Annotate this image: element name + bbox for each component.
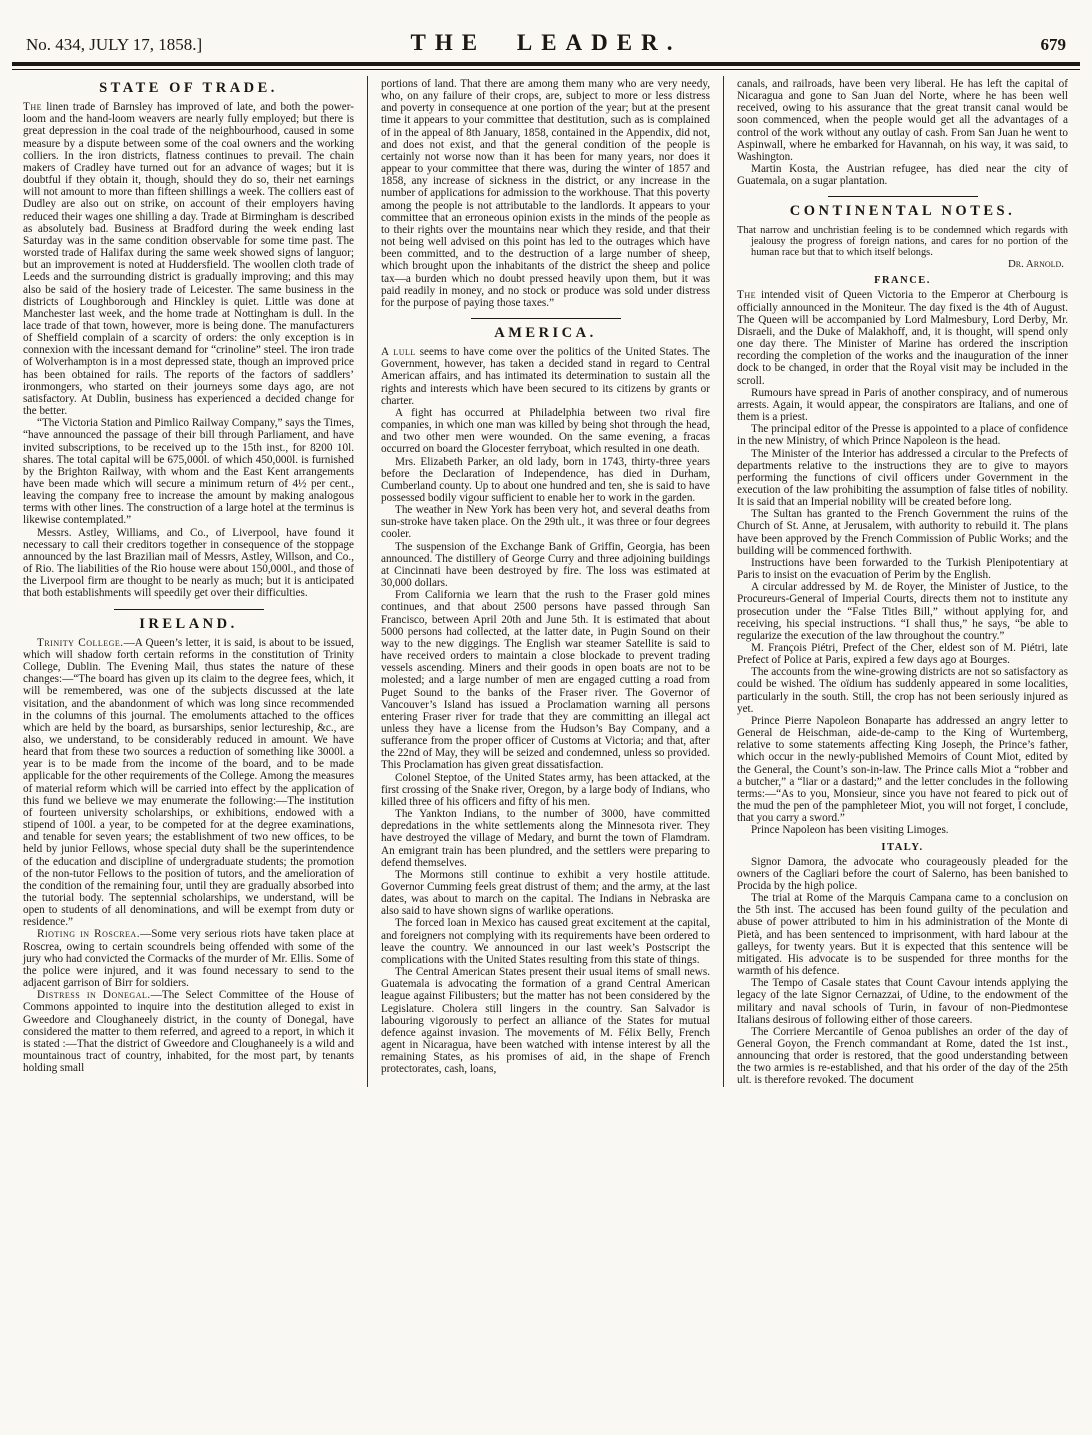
paragraph-text: portions of land. That there are among them many who are very needy, who, on any failure of their crops, are, subject to more or less distress and poverty in consequence at one portion of the year; but at the present time it appears to your committee that destitution, such as is complained of in the appeal of 8th January, 1858, contained in the Appendix, did not, and does not exist, and that the general condition of the people is certainly not worse now than it has been for many years, nor does it appear to your committee that there was, during the winter of 1857 and 1858, any increase of sickness in the district, or any increase in the number of applications for admission to the workhouse. That this poverty among the people is not attributable to the landlords. It appears to your committee that an erroneous opinion exists in the minds of the people as to their rights over the mountains near which they reside, and that their not being well advised on this point has led to the outrages which have been committed, and to the destruction of a large number of sheep, which brought upon the inhabitants of the district the sheep and police tax—a burden which no doubt pressed heavily upon them, but it was paid readily in money, and no stock or produce was sold under distress for the purpose of paying those taxes.” — [381, 78, 710, 309]
paragraph — [737, 423, 1068, 447]
paragraph — [737, 892, 1068, 977]
paragraph-text: Messrs. Astley, Williams, and Co., of Liverpool, have found it necessary to call their creditors together in consequence of the stoppage announced by the last Brazilian mail of Messrs, Astley, Willson, and Co., of Rio. The liabilities of the Rio house were about 150,000l., and those of the Liverpool firm are thought to be nearly as much; but it is anticipated that both establishments will speedily get over their difficulties. — [23, 526, 354, 600]
issue-number: No. 434, JULY 17, 1858.] — [26, 35, 203, 54]
section-separator — [828, 196, 978, 197]
paragraph-text: The principal editor of the Presse is appointed to a place of confidence in the new Ministry, of which Prince Napoleon is the head. — [737, 423, 1068, 448]
column-1 — [10, 76, 367, 1087]
paragraph-text: “The Victoria Station and Pimlico Railway Company,” says the Times, “have announced the passage of their bill through Parliament, and have invited subscriptions, to be received up to the 15th inst., for 8200 10l. shares. The total capital will be 675,000l. of which 450,000l. is furnished by the Brighton Railway, with whom and the East Kent arrangements have been made which will secure a minimum return of 4½ per cent., leaving the company free to increase the amount by making analogous terms with other lines. The construction of a large hotel at the terminus is likewise contemplated.” — [23, 417, 354, 527]
paragraph — [381, 504, 710, 540]
page-number: 679 — [1040, 35, 1066, 54]
paragraph-text: seems to have come over the politics of the United States. The Government, however, has taken a decided stand in regard to Central American affairs, and has intimated its determination to sustain all the rights and interests which have been secured to its citizens by grants or charter. — [381, 346, 710, 407]
paragraph — [381, 407, 710, 456]
paragraph — [737, 824, 1068, 836]
paragraph — [737, 163, 1068, 187]
paragraph-text: The Corriere Mercantile of Genoa publishes an order of the day of General Goyon, the French commandant at Rome, dated the 1st inst., announcing that order is restored, that the good understanding between the two armies is re-established, and that his order of the day of the 25th ult. is therefore revoked. The document — [737, 1025, 1068, 1087]
article-heading-ireland: IRELAND. — [139, 615, 238, 632]
paragraph — [381, 772, 710, 808]
paragraph — [381, 917, 710, 966]
paragraph-text: The accounts from the wine-growing districts are not so satisfactory as could be wished. The oïdium has suddenly appeared in some localities, particularly in the south. Still, the crop has not been seriously injured as yet. — [737, 666, 1068, 715]
paragraph — [23, 417, 354, 526]
paragraph-text: The weather in New York has been very hot, and several deaths from sun-stroke have taken place. On the 29th ult., it was three or four degrees cooler. — [381, 504, 710, 541]
paragraph-text: The Mormons still continue to exhibit a very hostile attitude. Governor Cumming feels great distrust of them; and the army, at the last dates, was about to march on the capital. The Indians in Nebraska are also said to have shown signs of warlike operations. — [381, 868, 710, 918]
paragraph-text: Instructions have been forwarded to the Turkish Plenipotentiary at Paris to insist on the evacuation of Perim by the English. — [737, 556, 1068, 582]
paragraph — [381, 966, 710, 1075]
paragraph-lead: The — [737, 289, 756, 302]
paragraph-text: —Some very serious riots have taken place at Roscrea, owing to certain scoundrels being offended with some of the jury who had convicted the Cormacks of the murder of Mr. Ellis. Some of the police were injured, and it was found necessary to send to the adjacent garrison of Birr for soldiers. — [23, 928, 354, 990]
columns — [0, 70, 1092, 1087]
paragraph-lead: Distress in Donegal. — [37, 989, 151, 1002]
paragraph-text: From California we learn that the rush to the Fraser gold mines continues, and that about 2500 persons have passed through San Francisco, between April 20th and June 5th. It is estimated that about 5000 persons had collected, at the latter date, in Pugin Sound on their way to the new diggings. The English war steamer Satellite is said to have received orders to maintain a close blockade to prevent trading vessels ascending. Miners and their goods in open boats are not to be molested; and a large number of men are engaged cutting a road from Puget Sound to the banks of the Fraser river. The Governor of Vancouver’s Island has issued a Proclamation warning all persons entering Fraser river for trade that they are committing an illegal act unless they have a license from the Hudson’s Bay Company, and a sufferance from the proper officer of Customs at Victoria; and that, after the 22nd of May, they will be seized and condemned, unless so provided. This Proclamation has given great dissatisfaction. — [381, 589, 710, 772]
paragraph — [23, 527, 354, 600]
paragraph — [23, 637, 354, 929]
paragraph — [737, 977, 1068, 1026]
paragraph-continuation — [737, 78, 1068, 163]
paragraph-text: Prince Pierre Napoleon Bonaparte has addressed an angry letter to General de Heischman, aide-de-camp to the King of Wurtemberg, relative to some statements affecting King Joseph, the Prince’s father, which occur in the newly-published Memoirs of Count Miot, edited by the General, the Count’s son-in-law. The Prince calls Miot a “robber and a butcher,” a “liar or a dastard;” and the letter concludes in the following terms:—“As to you, Monsieur, since you have not feared to pick out of the mud the pen of the pamphleteer Miot, you will not forget, I conclude, that you carry a sword.” — [737, 714, 1068, 825]
epigraph-attribution: Dr. Arnold. — [1008, 258, 1064, 271]
paragraph — [737, 1026, 1068, 1087]
paragraph — [381, 541, 710, 590]
paragraph-text: Colonel Steptoe, of the United States army, has been attacked, at the first crossing of the Snake river, Oregon, by a large body of Indians, who killed three of his officers and fifty of his men. — [381, 771, 710, 808]
paragraph-text: The suspension of the Exchange Bank of Griffin, Georgia, has been announced. The distillery of George Curry and three adjoining buildings at Cincinnati have been destroyed by fire. The loss was estimated at 30,000 dollars. — [381, 540, 710, 590]
paragraph — [737, 448, 1068, 509]
paragraph-lead: Rioting in Roscrea. — [37, 928, 141, 941]
paragraph-lead: The — [23, 101, 42, 114]
paragraph-text: The trial at Rome of the Marquis Campana came to a conclusion on the 5th inst. The accused has been found guilty of the peculation and abuse of power attributed to him in his administration of the Monte di Pietà, and has been sentenced to imprisonment, with hard labour at the galleys, for twenty years. But it is expected that this sentence will be mitigated. His advocate is to be suspended for three months for the warmth of his defence. — [737, 892, 1068, 978]
page-header — [0, 0, 1092, 60]
paragraph-text: A circular addressed by M. de Royer, the Minister of Justice, to the Procureurs-General of Imperial Courts, directs them not to institute any prosecution under the “False Titles Bill,” without applying for, and receiving, his special instructions. “I shall thus,” he says, “be able to regularize the execution of the law throughout the country.” — [737, 581, 1068, 642]
article-heading-continental-notes: CONTINENTAL NOTES. — [789, 203, 1016, 220]
section-separator — [114, 609, 264, 610]
header-rule — [12, 62, 1080, 70]
column-3 — [724, 76, 1081, 1087]
paragraph-text: The Tempo of Casale states that Count Cavour intends applying the legacy of the late Signor Cernazzai, of Udine, to the endowment of the military and naval schools of Turin, in favour of non-Piedmontese Italians desirous of following either of those careers. — [737, 977, 1068, 1026]
paragraph — [381, 346, 710, 407]
paragraph — [381, 869, 710, 918]
paragraph-text: The Minister of the Interior has addressed a circular to the Prefects of departments relative to the instructions they are to give to mayors performing the functions of civil officers under Government in the execution of the law prohibiting the assumption of false titles of nobility. It is said that an Imperial nobility will be created before long. — [737, 447, 1068, 509]
paragraph — [23, 101, 354, 417]
paragraph-text: Signor Damora, the advocate who courageously pleaded for the owners of the Cagliari before the court of Salerno, has been banished to Procida by the high police. — [737, 855, 1068, 892]
paragraph-lead: Trinity College. — [37, 636, 124, 649]
paragraph-text: The Central American States present their usual items of small news. Guatemala is advocating the formation of a grand Central American league against Filibusters; but the matter has not been considered by the Legislature. Cholera still lingers in the country. San Salvador is labouring vigorously to perfect an alliance of the States for mutual defence against invasion. The movements of M. Félix Belly, French agent in Nicaragua, have been watched with intense interest by all the remaining States, as his promises of aid, in the shape of French protectorates, cash, loans, — [381, 966, 710, 1076]
paragraph — [737, 642, 1068, 666]
article-heading-america: AMERICA. — [494, 324, 597, 341]
paragraph — [23, 989, 354, 1074]
paragraph — [737, 856, 1068, 892]
paragraph — [381, 456, 710, 505]
paragraph — [737, 557, 1068, 581]
paragraph — [737, 289, 1068, 386]
column-2 — [367, 76, 724, 1087]
paragraph-text: The Sultan has granted to the French Government the ruins of the Church of St. Anne, at Jerusalem, with authority to rebuild it. The plans have been approved by the French Commission of Public Works; and the building will be commenced forthwith. — [737, 508, 1068, 557]
paragraph — [737, 387, 1068, 423]
article-heading-state-of-trade: STATE OF TRADE. — [99, 80, 278, 96]
paragraph-text: Rumours have spread in Paris of another conspiracy, and of numerous arrests. Again, it would appear, the conspirators are Italians, and one of them is a priest. — [737, 386, 1068, 424]
paragraph — [737, 508, 1068, 557]
paragraph-text: A fight has occurred at Philadelphia between two rival fire companies, in which one man was killed by being shot through the head, and two other men were wounded. On the same evening, a fracas occurred on board the Glocester ferryboat, which resulted in one death. — [381, 406, 710, 456]
paragraph-text: Mrs. Elizabeth Parker, an old lady, born in 1743, thirty-three years before the Declaration of Independence, has died in Durham, Cumberland county. Up to about one hundred and ten, she is said to have possessed bodily vigour sufficient to enable her to work in the garden. — [381, 455, 710, 504]
paragraph — [381, 808, 710, 869]
paragraph — [23, 928, 354, 989]
subheading-italy: ITALY. — [881, 841, 924, 853]
paragraph-text: The Yankton Indians, to the number of 3000, have committed depredations in the white settlements along the Minnesota river. They have destroyed the village of Medary, and burnt the town of Flamdram. An emigrant train has been plundred, and the settlers were preparing to defend themselves. — [381, 808, 710, 869]
paragraph — [381, 589, 710, 771]
paragraph-text: The forced loan in Mexico has caused great excitement at the capital, and foreigners not complying with its requirements have been ordered to leave the country. We announced in our last week’s Postscript the complications with the United States resulting from this state of things. — [381, 917, 710, 966]
section-separator — [471, 318, 621, 319]
paragraph-text: canals, and railroads, have been very liberal. He has left the capital of Nicaragua and gone to San Juan del Norte, where he has been well received, owing to his assurance that the great transit canal would be soon commenced, when the people would get all the advantages of a control of the work without any outlay of cash. From San Juan he went to Aspinwall, where he embarked for Havannah, on his way, it was said, to Washington. — [737, 78, 1068, 163]
paragraph-lead: A lull — [381, 346, 416, 359]
paragraph — [737, 581, 1068, 642]
epigraph: That narrow and unchristian feeling is to be condemned which regards with jealousy the progress of foreign nations, and cares for no portion of the human race but that to which itself belongs. — [737, 224, 1068, 258]
paragraph-text: Prince Napoleon has been visiting Limoges. — [751, 824, 949, 837]
paragraph-continuation — [381, 78, 710, 309]
paragraph-text: —The Select Committee of the House of Commons appointed to inquire into the destitution alleged to exist in Gweedore and Cloughaneely district, in the county of Donegal, have considered the matter to them referred, and agreed to a report, in which it is stated :—That the district of Gweedore and Cloughaneely is a wild and mountainous tract of country, inhabited, for the most part, by tenants holding small — [23, 989, 354, 1075]
masthead-title: THE LEADER. — [410, 30, 682, 55]
paragraph — [737, 666, 1068, 715]
paragraph — [737, 715, 1068, 824]
paragraph-text: —A Queen’s letter, it is said, is about to be issued, which will shadow forth certain reforms in the constitution of Trinity College, Dublin. The Evening Mail, thus states the nature of these changes:—“The board has given up its claim to the degree fees, which, it will be remembered, was one of the subjects discussed at the late visitation, and the abandonment of which was long since recommended in the columns of this journal. The emoluments attached to the offices which are held by the board, as bursarships, senior lectureship, &c., are also, we understand, to be considerably reduced in amount. We have heard that from these two sources a reduction of something like 3000l. a year is to be made from the income of the board, and to be made applicable for the other requirements of the College. Among the measures of material reform which will be carried into effect by the application of this fund we believe we may enumerate the following:—The institution of fourteen university scholarships, or exhibitions, endowed with a stipend of 100l. a year, to be competed for at the degree examinations, and tenable for seven years; the establishment of two new offices, to be held by junior Fellows, whose special duty shall be the superintendence of the education and discipline of undergraduate students; the promotion of the non-tutor Fellows to the position of tutors, and the amelioration of the condition of the remaining four, until they are gradually absorbed into the tutorial body. The septennial scholarships, we understand, will be open to students of all denominations, and will be exempt from duty or residence.” — [23, 636, 354, 929]
paragraph-text: linen trade of Barnsley has improved of late, and both the power-loom and the hand-loom weavers are nearly fully employed; but there is great depression in the coal trade of the neighbourhood, caused in some measure by a dispute between some of the coal owners and the working colliers. In the iron districts, flatness continues to prevail. The chain makers of Cradley have turned out for an advance of wages; but it is doubtful if they obtain it, though, should they do so, their net earnings will not amount to more than fifteen shillings a week. The colliers east of Dudley are also out on strike, on account of their employers having reduced their wages one shilling a day. Trade at Birmingham is described as absolutely bad. Business at Bradford during the week ending last Saturday was in the same condition observable for some time past. The worsted trade of Halifax during the same week showed signs of languor; but an improvement is noted at Huddersfield. The woollen cloth trade of Leeds and the surrounding district is gradually improving; and this may also be said of the hosiery trade of Leicester. The same business in the districts of Loughborough and Hinckley is quiet. Little was done at Manchester last week, and the home trade at Nottingham is dull. In the lace trade of that town, however, more is being done. The manufacturers of Sheffield complain of a scarcity of orders: the only exception is in connexion with the incessant demand for “crinoline” steel. The iron trade of Wolverhampton is in a most depressed state, though an improved price has been obtained for rails. The reports of the factors of saddlers’ ironmongers, who started on their journeys some days ago, are not satisfactory. At Dublin, business has experienced a decided change for the better. — [23, 101, 354, 418]
paragraph-text: M. François Piétri, Prefect of the Cher, eldest son of M. Piétri, late Prefect of Police at Paris, expired a few days ago at Bourges. — [737, 642, 1068, 667]
paragraph-text: intended visit of Queen Victoria to the Emperor at Cherbourg is officially announced in the Moniteur. The day fixed is the 4th of August. The Queen will be accompanied by Lord Malmesbury, Lord Derby, Mr. Disraeli, and the Duke of Malakhoff, and, it is thought, will spend only one day there. The Minister of Marine has ordered the inscription recording the completion of the works and the inauguration of the inner dock to be changed, in order that the Royal visit may be included in the scroll. — [737, 289, 1068, 387]
paragraph-text: Martin Kosta, the Austrian refugee, has died near the city of Guatemala, on a sugar plantation. — [737, 163, 1068, 188]
subheading-france: FRANCE. — [874, 275, 931, 287]
